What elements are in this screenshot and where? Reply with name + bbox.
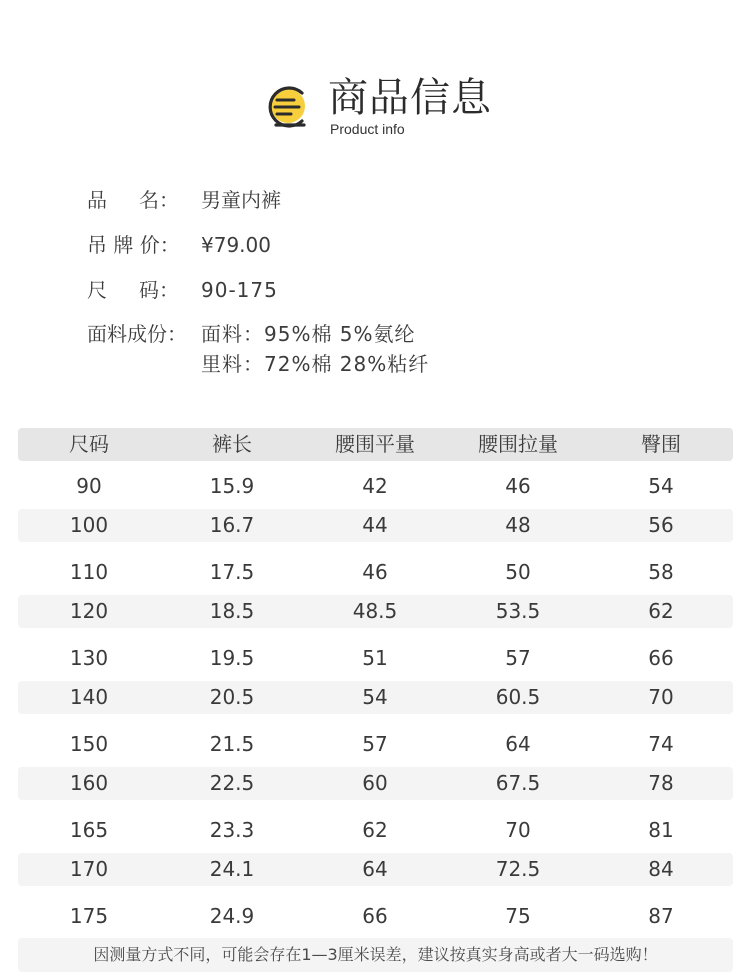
table-cell: 70 — [505, 818, 531, 842]
table-cell: 57 — [505, 646, 531, 670]
product-name-label: 品 名： — [87, 188, 179, 212]
fabric-value-outer: 面料：95%棉 5%氨纶 — [201, 322, 416, 346]
table-cell: 53.5 — [495, 599, 541, 623]
table-cell: 60 — [362, 771, 388, 795]
tag-price-label: 吊 牌 价： — [87, 233, 180, 257]
table-cell: 64 — [505, 732, 531, 756]
table-header-cell: 腰围平量 — [335, 432, 415, 456]
table-row — [18, 509, 733, 542]
size-range-label: 尺 码： — [87, 278, 179, 302]
table-cell: 170 — [69, 857, 109, 881]
table-header-cell: 腰围拉量 — [478, 432, 558, 456]
page-title: 商品信息 — [328, 75, 492, 121]
table-cell: 51 — [362, 646, 388, 670]
table-cell: 24.1 — [209, 857, 255, 881]
table-cell: 90 — [76, 474, 102, 498]
table-header-row — [18, 428, 733, 461]
table-cell: 15.9 — [209, 474, 255, 498]
table-cell: 140 — [69, 685, 109, 709]
table-cell: 175 — [69, 904, 109, 928]
table-cell: 165 — [69, 818, 109, 842]
table-header-cell: 尺码 — [69, 432, 109, 456]
document-lines-icon — [264, 85, 312, 131]
table-cell: 18.5 — [209, 599, 255, 623]
table-row — [18, 552, 733, 592]
table-cell: 16.7 — [209, 513, 255, 537]
table-cell: 78 — [648, 771, 674, 795]
table-cell: 120 — [69, 599, 109, 623]
footnote-bar — [18, 938, 733, 972]
table-cell: 70 — [648, 685, 674, 709]
table-cell: 67.5 — [495, 771, 541, 795]
table-cell: 64 — [362, 857, 388, 881]
table-cell: 20.5 — [209, 685, 255, 709]
fabric-label: 面料成份： — [87, 322, 187, 346]
table-row — [18, 681, 733, 714]
table-cell: 46 — [505, 474, 531, 498]
table-cell: 160 — [69, 771, 109, 795]
table-cell: 54 — [362, 685, 388, 709]
table-row — [18, 810, 733, 850]
table-cell: 17.5 — [209, 560, 255, 584]
table-cell: 48 — [505, 513, 531, 537]
measurement-note: 因测量方式不同，可能会存在1—3厘米误差，建议按真实身高或者大一码选购！ — [93, 945, 658, 964]
table-cell: 58 — [648, 560, 674, 584]
table-cell: 75 — [505, 904, 531, 928]
table-cell: 81 — [648, 818, 674, 842]
table-cell: 87 — [648, 904, 674, 928]
table-cell: 23.3 — [209, 818, 255, 842]
table-cell: 57 — [362, 732, 388, 756]
table-cell: 150 — [69, 732, 109, 756]
table-row — [18, 466, 733, 506]
table-header-cell: 臀围 — [641, 432, 681, 456]
table-cell: 24.9 — [209, 904, 255, 928]
table-cell: 22.5 — [209, 771, 255, 795]
table-cell: 66 — [362, 904, 388, 928]
table-cell: 19.5 — [209, 646, 255, 670]
page-subtitle: Product info — [330, 121, 405, 137]
tag-price-value: ¥79.00 — [201, 233, 271, 257]
table-cell: 74 — [648, 732, 674, 756]
table-cell: 62 — [362, 818, 388, 842]
table-cell: 44 — [362, 513, 388, 537]
size-range-value: 90-175 — [201, 278, 278, 302]
table-cell: 21.5 — [209, 732, 255, 756]
size-table — [18, 428, 733, 928]
table-cell: 72.5 — [495, 857, 541, 881]
table-cell: 66 — [648, 646, 674, 670]
table-cell: 84 — [648, 857, 674, 881]
table-row — [18, 595, 733, 628]
table-row — [18, 724, 733, 764]
table-cell: 48.5 — [352, 599, 398, 623]
table-row — [18, 853, 733, 886]
table-header-cell: 裤长 — [212, 432, 252, 456]
table-row — [18, 638, 733, 678]
table-cell: 46 — [362, 560, 388, 584]
table-cell: 50 — [505, 560, 531, 584]
table-cell: 60.5 — [495, 685, 541, 709]
table-cell: 110 — [69, 560, 109, 584]
table-cell: 42 — [362, 474, 388, 498]
product-name-value: 男童内裤 — [201, 188, 281, 212]
table-cell: 130 — [69, 646, 109, 670]
table-cell: 54 — [648, 474, 674, 498]
table-cell: 100 — [69, 513, 109, 537]
table-row — [18, 896, 733, 936]
table-cell: 56 — [648, 513, 674, 537]
table-cell: 62 — [648, 599, 674, 623]
table-row — [18, 767, 733, 800]
fabric-value-lining: 里料：72%棉 28%粘纤 — [201, 352, 430, 376]
